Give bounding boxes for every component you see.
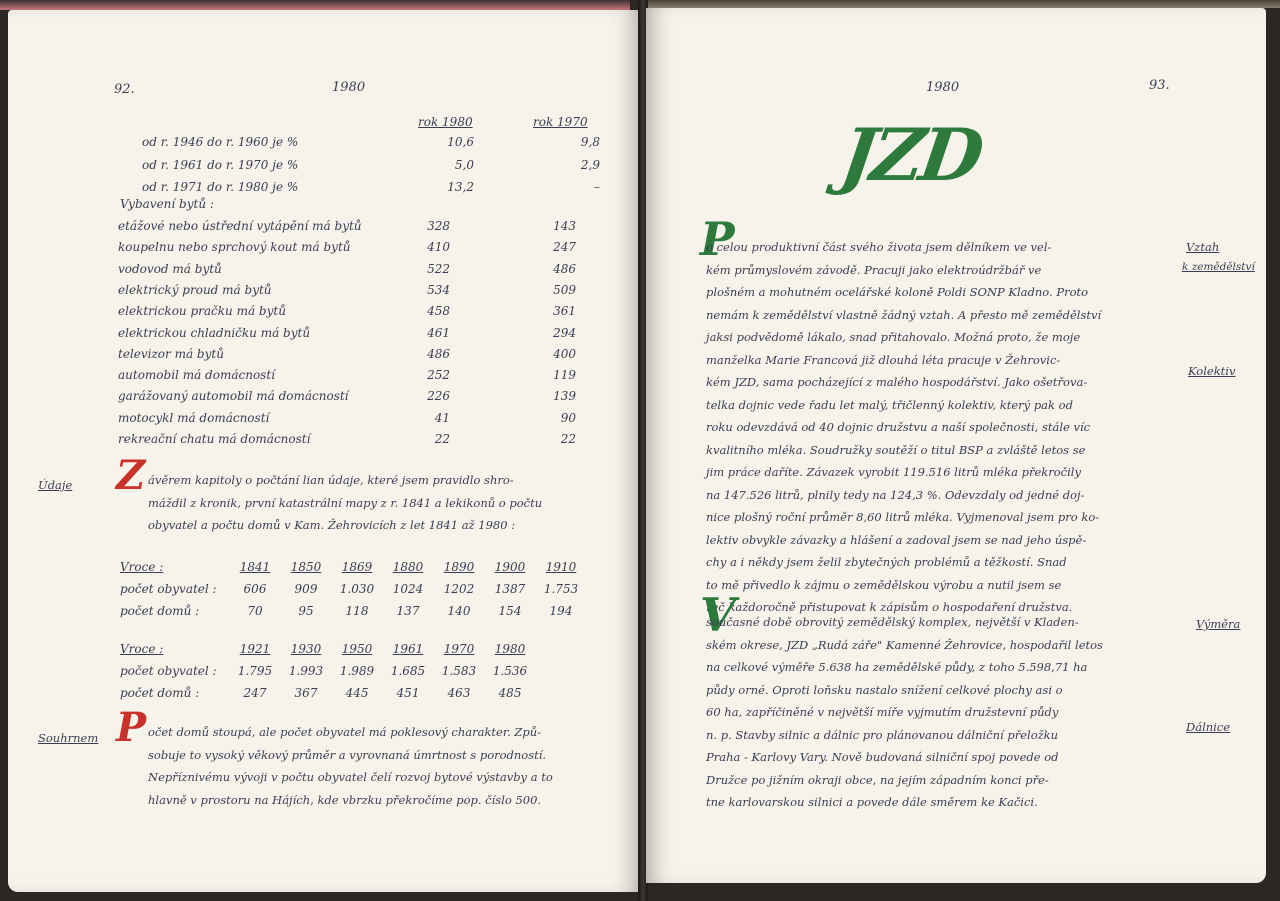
book-edge-right: [640, 0, 1280, 8]
right-page-number: 93.: [1149, 78, 1170, 93]
year-cell: 1841: [239, 560, 271, 574]
population-cell: 1.685: [390, 664, 426, 678]
population-label: počet obyvatel :: [120, 664, 217, 678]
value-1970: 361: [553, 304, 576, 319]
right-paragraph-2: [706, 611, 1103, 814]
population-cell: 1.795: [237, 664, 273, 678]
text-line: lektiv obvykle závazky a hlášení a zadoval jsem se nad jeho úspě-: [706, 532, 1087, 547]
year-row-label: Vroce :: [120, 642, 164, 656]
left-page-number: 92.: [114, 82, 135, 97]
value-1970: 294: [553, 325, 576, 340]
col-header-1970: rok 1970: [533, 115, 588, 129]
text-line: kvalitního mléka. Soudružky soutěží o titul BSP a zvláště letos se: [706, 442, 1086, 457]
houses-label: počet domů :: [120, 686, 200, 700]
text-line: telka dojnic vede řadu let malý, třičlenný kolektiv, který pak od: [706, 397, 1073, 412]
houses-label: počet domů :: [120, 604, 200, 618]
margin-note-vymera: Výměra: [1196, 617, 1241, 631]
row-label: od r. 1971 do r. 1980 je %: [142, 180, 299, 194]
text-line: Nepříznivému vývoji v počtu obyvatel čelí rozvoj bytové výstavby a to: [148, 770, 553, 784]
row-label: elektrickou pračku má bytů: [118, 304, 286, 319]
value-1970: 9,8: [580, 135, 600, 149]
value-1980: 534: [427, 282, 450, 297]
text-line: n. p. Stavby silnic a dálnic pro plánovanou dálniční přeložku: [706, 727, 1059, 742]
population-cell: 1.583: [441, 664, 477, 678]
population-cell: 1.989: [339, 664, 375, 678]
row-label: koupelnu nebo sprchový kout má bytů: [118, 240, 351, 255]
table-row: [118, 348, 588, 366]
population-cell: 1202: [443, 582, 475, 596]
houses-cell: 70: [247, 604, 263, 618]
table-row: [142, 159, 612, 177]
col-header-1980: rok 1980: [418, 115, 473, 129]
value-1980: 410: [427, 240, 450, 255]
table-row: [118, 412, 588, 430]
drop-cap-p-right: P: [700, 212, 735, 266]
population-cell: 909: [294, 582, 318, 596]
houses-cell: 95: [298, 604, 314, 618]
row-label: rekreační chatu má domácností: [118, 432, 311, 446]
margin-note-souhrnem: Souhrnem: [38, 731, 99, 745]
year-row-label: Vroce :: [120, 560, 164, 574]
text-line: na 147.526 litrů, plnily tedy na 124,3 %. Odevzdaly od jedné doj-: [706, 487, 1085, 502]
value-1980: 461: [427, 325, 450, 340]
value-1970: 509: [553, 282, 576, 297]
population-cell: 1.753: [543, 582, 579, 596]
value-1970: 119: [553, 368, 576, 383]
table-row: [118, 241, 588, 259]
population-cell: 1387: [494, 582, 526, 596]
text-line: chy a i někdy jsem želil zbytečných problémů a těžkostí. Snad: [706, 555, 1067, 569]
text-line: současné době obrovitý zemědělský komplex, největší v Kladen-: [706, 615, 1079, 629]
houses-cell: 463: [447, 686, 471, 700]
text-line: plošném a mohutném ocelářské koloně Poldi SONP Kladno. Proto: [706, 285, 1089, 299]
houses-cell: 451: [396, 686, 420, 700]
population-cell: 606: [243, 582, 267, 596]
houses-cell: 485: [498, 686, 522, 700]
text-line: jim práce daříte. Závazek vyrobit 119.516 litrů mléka překročily: [706, 465, 1081, 479]
value-1970: 143: [553, 219, 576, 233]
text-line: máždil z kronik, první katastrální mapy z r. 1841 a lekikonů o počtu: [148, 495, 543, 510]
drop-cap-z: Z: [116, 452, 146, 499]
population-cell: 1.030: [339, 582, 375, 596]
row-label: motocykl má domácností: [118, 410, 270, 425]
left-paragraph-1: [148, 469, 542, 537]
text-line: manželka Marie Francová již dlouhá léta pracuje v Žehrovic-: [706, 352, 1061, 367]
right-year-header: 1980: [926, 80, 960, 95]
houses-cell: 247: [243, 686, 267, 700]
table-row: [118, 390, 588, 408]
value-1980: 10,6: [447, 135, 474, 149]
year-cell: 1961: [392, 642, 424, 656]
year-cell: 1950: [341, 642, 373, 656]
row-label: etážové nebo ústřední vytápění má bytů: [118, 219, 362, 233]
table-row: [118, 263, 588, 281]
right-paragraph-1: [706, 236, 1101, 619]
margin-note-k-zemedelstvi: k zemědělství: [1182, 261, 1255, 273]
table-row: [118, 305, 588, 323]
value-1980: 522: [427, 261, 450, 276]
table-row: [118, 220, 588, 238]
text-line: roku odevzdává od 40 dojnic družstvu a naší společnosti, stále víc: [706, 420, 1091, 434]
value-1970: 90: [560, 410, 576, 425]
text-line: o celou produktivní část svého života jsem dělníkem ve vel-: [706, 240, 1052, 254]
houses-cell: 194: [549, 604, 573, 618]
year-cell: 1970: [443, 642, 475, 656]
table-row: [142, 136, 612, 154]
text-line: ském okrese, JZD „Rudá záře" Kamenné Žehrovice, hospodařil letos: [706, 637, 1103, 652]
year-cell: 1910: [545, 560, 577, 574]
text-line: jaksi podvědomě lákalo, snad přitahovalo. Možná proto, že moje: [706, 330, 1081, 344]
text-line: ávěrem kapitoly o počtání lian údaje, které jsem pravidlo shro-: [148, 473, 514, 487]
table-row: [118, 327, 588, 345]
equipment-title: Vybavení bytů :: [120, 197, 214, 211]
year-cell: 1980: [494, 642, 526, 656]
year-cell: 1921: [239, 642, 271, 656]
text-line: to mě přivedlo k zájmu o zemědělskou výrobu a nutil jsem se: [706, 577, 1062, 592]
text-line: nice plošný roční průměr 8,60 litrů mléka. Vyjmenoval jsem pro ko-: [706, 510, 1100, 524]
value-1970: 139: [553, 389, 576, 404]
row-label: televizor má bytů: [118, 346, 224, 361]
value-1970: 22: [560, 432, 576, 446]
year-cell: 1930: [290, 642, 322, 656]
value-1970: 2,9: [580, 157, 600, 172]
year-cell: 1869: [341, 560, 373, 574]
population-cell: 1.536: [492, 664, 528, 678]
value-1970: 486: [553, 261, 576, 276]
year-cell: 1880: [392, 560, 424, 574]
table-row: [118, 284, 588, 302]
value-1980: 226: [427, 389, 450, 404]
row-label: garážovaný automobil má domácností: [118, 389, 349, 404]
text-line: půdy orné. Oproti loňsku nastalo snížení celkové plochy asi o: [706, 682, 1063, 697]
row-label: od r. 1946 do r. 1960 je %: [142, 135, 299, 149]
text-line: kém JZD, sama pocházející z malého hospodářství. Jako ošetřova-: [706, 375, 1088, 389]
text-line: kém průmyslovém závodě. Pracuji jako elektroúdržbář ve: [706, 262, 1042, 277]
table-row: [118, 369, 588, 387]
row-label: elektrický proud má bytů: [118, 282, 272, 297]
text-line: očet domů stoupá, ale počet obyvatel má poklesový charakter. Způ-: [148, 725, 542, 739]
population-table-1: [120, 560, 620, 620]
houses-cell: 445: [345, 686, 369, 700]
population-cell: 1.993: [288, 664, 324, 678]
table-row: [118, 433, 588, 451]
text-line: tne karlovarskou silnici a povede dále směrem ke Kačici.: [706, 795, 1038, 809]
text-line: Družce po jižním okraji obce, na jejím západním konci pře-: [706, 772, 1049, 787]
row-label: vodovod má bytů: [118, 261, 222, 276]
value-1980: 13,2: [447, 180, 474, 194]
text-line: na celkové výměře 5.638 ha zemědělské půdy, z toho 5.598,71 ha: [706, 660, 1088, 674]
population-label: počet obyvatel :: [120, 582, 217, 596]
row-label: od r. 1961 do r. 1970 je %: [142, 157, 299, 172]
text-line: hlavně v prostoru na Hájích, kde vbrzku překročíme pop. číslo 500.: [148, 792, 542, 807]
margin-note-vztah: Vztah: [1186, 240, 1220, 254]
margin-note-udaje: Údaje: [38, 478, 73, 492]
value-1980: 328: [427, 219, 450, 233]
value-1980: 486: [427, 346, 450, 361]
book-edge-left: [0, 0, 630, 10]
text-line: obyvatel a počtu domů v Kam. Žehrovicích z let 1841 až 1980 :: [148, 518, 516, 532]
value-1980: 41: [434, 410, 450, 425]
houses-cell: 137: [396, 604, 420, 618]
year-cell: 1900: [494, 560, 526, 574]
population-table-2: [120, 642, 620, 702]
text-line: nemám k zemědělství vlastně žádný vztah. A přesto mě zemědělství: [706, 307, 1102, 322]
row-label: automobil má domácností: [118, 368, 275, 383]
row-label: elektrickou chladničku má bytů: [118, 325, 311, 340]
houses-cell: 140: [447, 604, 471, 618]
year-cell: 1850: [290, 560, 322, 574]
year-cell: 1890: [443, 560, 475, 574]
margin-note-kolektiv: Kolektiv: [1188, 364, 1236, 378]
text-line: Praha - Karlovy Vary. Nově budovaná silniční spoj povede od: [706, 750, 1059, 764]
text-line: řeč každoročně přistupovat k zápisům o hospodaření družstva.: [706, 600, 1073, 614]
houses-cell: 154: [498, 604, 522, 618]
left-paragraph-2: [148, 721, 553, 811]
drop-cap-v: V: [700, 588, 736, 642]
margin-note-dalnice: Dálnice: [1186, 720, 1231, 734]
left-year-header: 1980: [332, 80, 366, 95]
population-cell: 1024: [392, 582, 424, 596]
value-1980: 5,0: [454, 157, 474, 172]
value-1980: 252: [427, 368, 450, 383]
houses-cell: 367: [294, 686, 318, 700]
value-1980: 458: [427, 304, 450, 319]
houses-cell: 118: [345, 604, 369, 618]
text-line: 60 ha, zapříčiněné v největší míře vyjmutím družstevní půdy: [706, 705, 1059, 719]
value-1980: 22: [434, 432, 450, 446]
jzd-heading: JZD: [836, 112, 986, 197]
value-1970: 400: [553, 346, 576, 361]
text-line: sobuje to vysoký věkový průměr a vyrovnaná úmrtnost s porodností.: [148, 747, 547, 762]
drop-cap-p-left: P: [116, 704, 147, 751]
value-1970: 247: [553, 240, 576, 255]
value-1970: –: [594, 180, 600, 194]
